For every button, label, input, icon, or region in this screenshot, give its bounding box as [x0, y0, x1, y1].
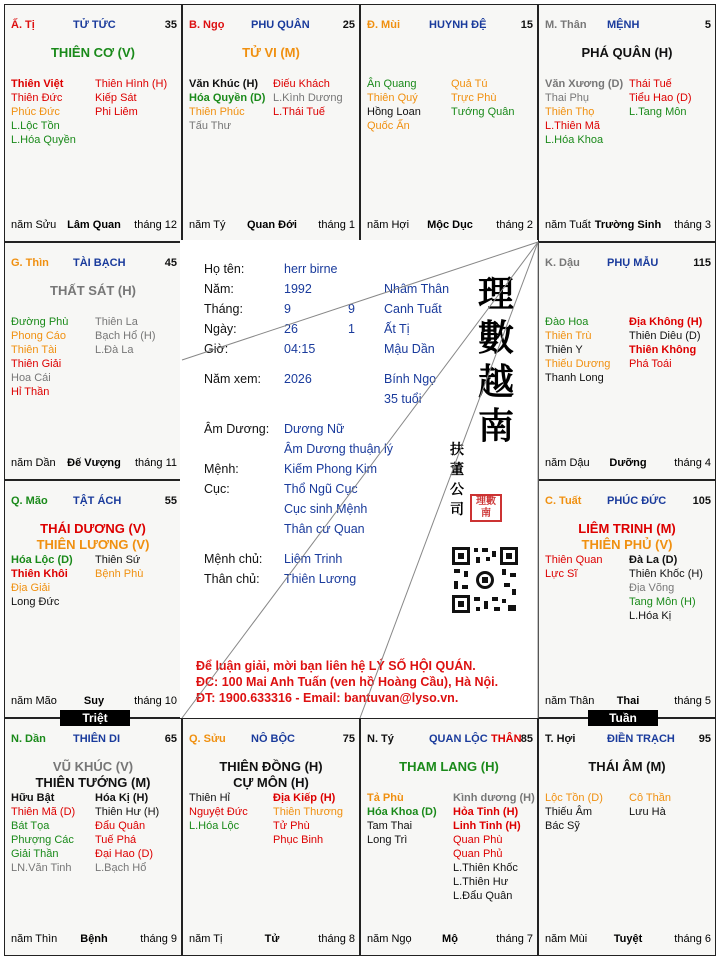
minor-star: Hóa Khoa (D) [367, 806, 437, 818]
minor-star: Nguyệt Đức [189, 806, 248, 818]
minor-star: Tam Thai [367, 820, 413, 832]
palace-footer [189, 933, 355, 947]
footer-month: tháng 6 [674, 933, 711, 945]
minor-stars-right [95, 791, 159, 875]
minor-stars-right [629, 791, 671, 819]
palace-canchi: K. Dậu [545, 257, 580, 269]
minor-stars-left [11, 77, 76, 147]
footer-stage: Trường Sinh [594, 219, 662, 231]
minor-star: L.Thiên Khốc [453, 862, 518, 874]
minor-stars-left [545, 77, 623, 147]
minor-star: Cô Thần [629, 792, 671, 804]
minor-star: L.Kình Dương [273, 92, 343, 104]
amduong-relation: Âm Dương thuận lý [284, 442, 393, 456]
palace-mao[interactable] [4, 480, 182, 718]
minor-star: Thiên Thọ [545, 106, 595, 118]
minor-star: Linh Tinh (H) [453, 820, 521, 832]
than-position: Thân cư Quan [284, 522, 365, 536]
minor-star: Thai Phụ [545, 92, 590, 104]
palace-canchi: C. Tuất [545, 495, 582, 507]
tuan-badge: Tuần [588, 710, 658, 726]
minor-star: Bạch Hổ (H) [95, 330, 156, 342]
minor-star: Địa Giải [11, 582, 51, 594]
minor-star: Trực Phù [451, 92, 497, 104]
logo-subtext: 扶 董 公 司 [450, 442, 464, 518]
palace-number: 85 [520, 733, 533, 745]
palace-header [11, 19, 177, 33]
minor-star: L.Hóa Khoa [545, 134, 604, 146]
than-marker: THÂN [491, 733, 522, 745]
palace-number: 115 [693, 257, 711, 269]
qr-code-icon[interactable] [450, 545, 520, 615]
footer-year: năm Thân [545, 695, 595, 707]
palace-thin[interactable] [4, 242, 182, 480]
palace-header [11, 257, 177, 271]
palace-tuat[interactable] [538, 480, 716, 718]
month-canchi: Canh Tuất [384, 302, 442, 316]
footer-month: tháng 1 [318, 219, 355, 231]
minor-star: Thiên Trù [545, 330, 592, 342]
minor-star: Kiếp Sát [95, 92, 137, 104]
palace-footer [545, 695, 711, 709]
minor-star: Văn Khúc (H) [189, 78, 259, 90]
minor-star: Ân Quang [367, 78, 417, 90]
minor-star: Thanh Long [545, 372, 604, 384]
year-canchi: Nhâm Thân [384, 282, 450, 296]
footer-month: tháng 7 [496, 933, 533, 945]
age-value: 35 tuổi [384, 392, 422, 406]
minor-star: Điếu Khách [273, 78, 330, 90]
palace-footer [11, 695, 177, 709]
main-stars [539, 45, 715, 61]
menhchu-label: Mệnh chủ: [204, 552, 263, 566]
minor-stars-right [629, 315, 702, 371]
minor-star: Địa Võng [629, 582, 675, 594]
menhchu-value: Liêm Trinh [284, 552, 343, 566]
minor-star: Hóa Lộc (D) [11, 554, 73, 566]
footer-stage: Tử [264, 933, 280, 945]
palace-number: 25 [342, 19, 355, 31]
minor-star: Lộc Tồn (D) [545, 792, 603, 804]
minor-star: L.Thiên Hư [453, 876, 509, 888]
minor-star: Long Đức [11, 596, 60, 608]
palace-footer [189, 219, 355, 233]
minor-star: Phúc Đức [11, 106, 60, 118]
palace-dau[interactable] [538, 242, 716, 480]
palace-header [545, 19, 711, 33]
palace-number: 75 [342, 733, 355, 745]
main-stars [539, 759, 715, 775]
footer-month: tháng 9 [140, 933, 177, 945]
minor-star: Địa Không (H) [629, 316, 703, 328]
minor-star: L.Thiên Mã [545, 120, 601, 132]
minor-star: Đường Phù [11, 316, 69, 328]
minor-star: Hóa Kị (H) [95, 792, 149, 804]
palace-mui[interactable] [360, 4, 538, 242]
main-stars [183, 45, 359, 61]
footer-month: tháng 4 [674, 457, 711, 469]
view-year-value: 2026 [284, 372, 312, 386]
logo-calligraphy: 理 數 越 南 [477, 273, 514, 447]
palace-canchi: Q. Mão [11, 495, 48, 507]
minor-stars-right [629, 77, 692, 119]
main-stars [539, 521, 715, 553]
contact-address: ĐC: 100 Mai Anh Tuấn (ven hồ Hoàng Cầu), Hà Nội. [196, 675, 499, 689]
palace-canchi: T. Hợi [545, 733, 576, 745]
main-star: THAM LANG (H) [399, 759, 499, 774]
hour-value: 04:15 [284, 342, 316, 356]
footer-stage: Đế Vượng [67, 457, 121, 469]
minor-star: Thái Tuế [629, 78, 672, 90]
footer-month: tháng 12 [134, 219, 177, 231]
minor-star: Tấu Thư [189, 120, 232, 132]
footer-stage: Mộ [442, 933, 458, 945]
minor-star: Đại Hao (D) [95, 848, 154, 860]
footer-year: năm Hợi [367, 219, 410, 231]
minor-stars-right [451, 77, 515, 119]
palace-header [11, 733, 177, 747]
palace-canchi: Ấ. Tị [11, 19, 35, 31]
main-star: THÁI DƯƠNG (V) [40, 521, 146, 536]
main-star: THIÊN ĐỒNG (H) [219, 759, 323, 774]
minor-star: Lưu Hà [629, 806, 666, 818]
name-value: herr birne [284, 262, 338, 276]
palace-canchi: N. Dần [11, 733, 46, 745]
minor-star: Giải Thần [11, 848, 59, 860]
minor-star: Thiếu Âm [545, 806, 593, 818]
minor-star: L.Thái Tuế [273, 106, 325, 118]
palace-number: 65 [164, 733, 177, 745]
minor-stars-left [11, 315, 68, 399]
minor-star: Thiên Sứ [95, 554, 141, 566]
minor-star: Phi Liêm [95, 106, 138, 118]
minor-star: Thiên Tài [11, 344, 57, 356]
footer-year: năm Dậu [545, 457, 590, 469]
main-stars [5, 45, 181, 61]
minor-star: Thiên Giải [11, 358, 62, 370]
footer-year: năm Mão [11, 695, 57, 707]
palace-suu[interactable] [182, 718, 360, 956]
palace-ngo[interactable] [182, 4, 360, 242]
minor-star: Phục Binh [273, 834, 324, 846]
main-star: CỰ MÔN (H) [233, 775, 309, 790]
palace-number: 15 [520, 19, 533, 31]
minor-star: Quốc Ấn [367, 120, 410, 132]
minor-star: Hoa Cái [11, 372, 51, 384]
palace-name: MỆNH [607, 19, 640, 31]
palace-header [367, 733, 533, 747]
main-stars [183, 759, 359, 791]
footer-year: năm Mùi [545, 933, 588, 945]
main-stars [5, 521, 181, 553]
hour-canchi: Mậu Dần [384, 342, 435, 356]
hour-label: Giờ: [204, 342, 229, 356]
minor-star: Quả Tú [451, 78, 488, 90]
palace-ty2[interactable] [360, 718, 538, 956]
palace-canchi: Đ. Mùi [367, 19, 400, 31]
palace-header [189, 19, 355, 33]
main-star: LIÊM TRINH (M) [578, 521, 676, 536]
minor-star: Tiểu Hao (D) [629, 92, 692, 104]
thanchu-value: Thiên Lương [284, 572, 357, 586]
footer-month: tháng 3 [674, 219, 711, 231]
palace-dan[interactable] [4, 718, 182, 956]
footer-year: năm Sửu [11, 219, 57, 231]
main-stars [361, 759, 537, 775]
year-label: Năm: [204, 282, 234, 296]
minor-star: Lực Sĩ [545, 568, 578, 580]
palace-name: TÀI BẠCH [73, 257, 126, 269]
minor-star: Phong Cáo [11, 330, 67, 342]
minor-stars-right [95, 77, 167, 119]
minor-star: L.Tang Môn [629, 106, 687, 118]
palace-name: TỬ TỨC [73, 19, 116, 31]
palace-number: 5 [704, 19, 711, 31]
palace-footer [367, 933, 533, 947]
minor-star: Tử Phù [273, 820, 310, 832]
minor-star: Bác Sỹ [545, 820, 580, 832]
minor-star: Thiên Diêu (D) [629, 330, 701, 342]
palace-header [545, 733, 711, 747]
main-star: THÁI ÂM (M) [588, 759, 666, 774]
palace-name: THIÊN DI [73, 733, 121, 745]
palace-header [11, 495, 177, 509]
palace-name: PHỤ MẪU [607, 257, 659, 269]
minor-star: L.Bạch Hổ [95, 862, 147, 874]
palace-canchi: B. Ngọ [189, 19, 225, 31]
footer-month: tháng 11 [134, 457, 177, 469]
minor-star: Thiên Khốc (H) [629, 568, 703, 580]
day-canchi: Ất Tị [384, 322, 410, 336]
palace-name: HUYNH ĐỆ [429, 19, 487, 31]
main-star: PHÁ QUÂN (H) [581, 45, 673, 60]
palace-footer [545, 933, 711, 947]
cuc-label: Cục: [204, 482, 230, 496]
footer-year: năm Ngọ [367, 933, 412, 945]
footer-stage: Thai [616, 695, 640, 707]
minor-stars-left [367, 791, 437, 847]
minor-star: Phá Toái [629, 358, 672, 370]
palace-header [545, 495, 711, 509]
palace-number: 95 [698, 733, 711, 745]
minor-star: L.Hóa Quyền [11, 134, 76, 146]
minor-star: Tướng Quân [451, 106, 515, 118]
day-label: Ngày: [204, 322, 237, 336]
amduong-value: Dương Nữ [284, 422, 345, 436]
palace-canchi: N. Tý [367, 733, 394, 745]
main-stars [5, 283, 181, 299]
minor-stars-left [189, 791, 248, 833]
footer-month: tháng 8 [318, 933, 355, 945]
palace-name: QUAN LỘC [429, 733, 488, 745]
palace-number: 105 [692, 495, 711, 507]
minor-star: Hữu Bật [11, 792, 55, 804]
palace-number: 55 [164, 495, 177, 507]
center-info-panel [180, 240, 538, 718]
footer-month: tháng 2 [496, 219, 533, 231]
footer-stage: Mộc Dục [427, 219, 473, 231]
minor-star: Hỏa Tinh (H) [453, 806, 519, 818]
menh-label: Mệnh: [204, 462, 239, 476]
palace-footer [11, 933, 177, 947]
minor-star: Phượng Các [11, 834, 74, 846]
amduong-label: Âm Dương: [204, 422, 270, 436]
triet-badge: Triệt [60, 710, 130, 726]
minor-star: L.Lộc Tồn [11, 120, 60, 132]
palace-header [545, 257, 711, 271]
footer-stage: Quan Đới [247, 219, 297, 231]
main-star: THIÊN PHỦ (V) [581, 537, 673, 552]
minor-star: Bệnh Phù [95, 568, 144, 580]
minor-star: Thiếu Dương [545, 358, 611, 370]
contact-phone-email[interactable]: ĐT: 1900.633316 - Email: bantuvan@lyso.vn. [196, 691, 459, 705]
minor-star: Tả Phù [367, 792, 404, 804]
footer-year: năm Tuất [545, 219, 591, 231]
minor-stars-left [11, 791, 75, 875]
footer-month: tháng 10 [134, 695, 177, 707]
palace-footer [545, 457, 711, 471]
main-star: THIÊN TƯỚNG (M) [35, 775, 151, 790]
minor-star: Thiên Quý [367, 92, 418, 104]
footer-stage: Bệnh [80, 933, 108, 945]
palace-footer [545, 219, 711, 233]
minor-star: L.Đà La [95, 344, 134, 356]
minor-star: Đào Hoa [545, 316, 589, 328]
palace-hoi[interactable] [538, 718, 716, 956]
footer-year: năm Tý [189, 219, 226, 231]
palace-canchi: M. Thân [545, 19, 587, 31]
contact-info [196, 658, 498, 706]
minor-star: Long Trì [367, 834, 408, 846]
minor-star: LN.Văn Tinh [11, 862, 72, 874]
minor-star: Hỉ Thần [11, 386, 50, 398]
day-solar: 26 [284, 322, 298, 336]
view-year-canchi: Bính Ngọ [384, 372, 437, 386]
month-label: Tháng: [204, 302, 243, 316]
palace-name: PHU QUÂN [251, 19, 310, 31]
minor-star: Kình dương (H) [453, 792, 535, 804]
palace-footer [367, 219, 533, 233]
minor-star: Thiên La [95, 316, 138, 328]
palace-footer [11, 219, 177, 233]
minor-star: Hóa Quyền (D) [189, 92, 266, 104]
main-star: TỬ VI (M) [242, 45, 300, 60]
cuc-relation: Cục sinh Mệnh [284, 502, 368, 516]
palace-ty[interactable] [4, 4, 182, 242]
year-value: 1992 [284, 282, 312, 296]
minor-stars-right [95, 315, 156, 357]
minor-star: Văn Xương (D) [545, 78, 624, 90]
minor-star: Thiên Phúc [189, 106, 245, 118]
footer-stage: Dưỡng [609, 457, 647, 469]
minor-star: L.Hóa Kị [629, 610, 672, 622]
palace-footer [11, 457, 177, 471]
palace-than[interactable] [538, 4, 716, 242]
minor-star: Địa Kiếp (H) [273, 792, 336, 804]
main-star: VŨ KHÚC (V) [52, 759, 134, 774]
thanchu-label: Thân chủ: [204, 572, 260, 586]
minor-stars-left [189, 77, 265, 133]
minor-star: Thiên Hư (H) [95, 806, 160, 818]
minor-star: Đà La (D) [629, 554, 678, 566]
minor-star: Thiên Đức [11, 92, 63, 104]
month-lunar: 9 [348, 302, 355, 316]
minor-stars-right [273, 791, 343, 847]
minor-stars-left [367, 77, 421, 133]
footer-year: năm Thìn [11, 933, 58, 945]
minor-stars-left [11, 553, 73, 609]
palace-header [189, 733, 355, 747]
minor-star: Tuế Phá [95, 834, 137, 846]
main-star: THẤT SÁT (H) [50, 283, 136, 298]
minor-star: Đẩu Quân [95, 820, 146, 832]
view-year-label: Năm xem: [204, 372, 261, 386]
name-label: Họ tên: [204, 262, 245, 276]
minor-star: Tang Môn (H) [629, 596, 696, 608]
minor-star: Thiên Quan [545, 554, 603, 566]
minor-stars-left [545, 553, 602, 581]
minor-star: Hồng Loan [367, 106, 421, 118]
palace-canchi: G. Thìn [11, 257, 49, 269]
minor-star: Thiên Khôi [11, 568, 68, 580]
menh-value: Kiếm Phong Kim [284, 462, 378, 476]
palace-name: ĐIỀN TRẠCH [607, 733, 675, 745]
palace-number: 45 [164, 257, 177, 269]
palace-name: PHÚC ĐỨC [607, 495, 667, 507]
minor-stars-right [273, 77, 343, 119]
minor-star: Quan Phủ [453, 848, 503, 860]
minor-star: Thiên Thương [273, 806, 344, 818]
palace-name: TẬT ÁCH [73, 495, 122, 507]
minor-star: Thiên Không [629, 344, 697, 356]
minor-stars-right [629, 553, 703, 623]
month-solar: 9 [284, 302, 291, 316]
minor-star: Thiên Hình (H) [95, 78, 168, 90]
palace-number: 35 [164, 19, 177, 31]
minor-stars-right [95, 553, 143, 581]
minor-star: Thiên Mã (D) [11, 806, 76, 818]
palace-canchi: Q. Sửu [189, 733, 226, 745]
minor-star: Quan Phù [453, 834, 503, 846]
minor-star: L.Hóa Lộc [189, 820, 240, 832]
main-stars [5, 759, 181, 791]
footer-year: năm Dần [11, 457, 56, 469]
minor-stars-right [453, 791, 535, 903]
minor-stars-left [545, 791, 603, 833]
palace-name: NÔ BỘC [251, 733, 295, 745]
cuc-value: Thổ Ngũ Cục [284, 482, 358, 496]
footer-stage: Suy [83, 695, 105, 707]
minor-star: Thiên Việt [11, 78, 64, 90]
minor-star: Bát Tọa [11, 820, 50, 832]
minor-stars-left [545, 315, 610, 385]
minor-star: Thiên Y [545, 344, 583, 356]
seal-stamp-icon: 理數 南 [470, 494, 502, 522]
footer-month: tháng 5 [674, 695, 711, 707]
footer-year: năm Tị [189, 933, 223, 945]
day-lunar: 1 [348, 322, 355, 336]
minor-star: L.Đẩu Quân [453, 890, 513, 902]
palace-header [367, 19, 533, 33]
footer-stage: Lâm Quan [67, 219, 121, 231]
main-star: THIÊN CƠ (V) [50, 45, 136, 60]
footer-stage: Tuyệt [613, 933, 643, 945]
contact-line-1: Để luận giải, mời bạn liên hệ LÝ SỐ HỘI QUÁN. [196, 659, 476, 673]
minor-star: Thiên Hỉ [189, 792, 230, 804]
main-star: THIÊN LƯƠNG (V) [36, 537, 150, 552]
